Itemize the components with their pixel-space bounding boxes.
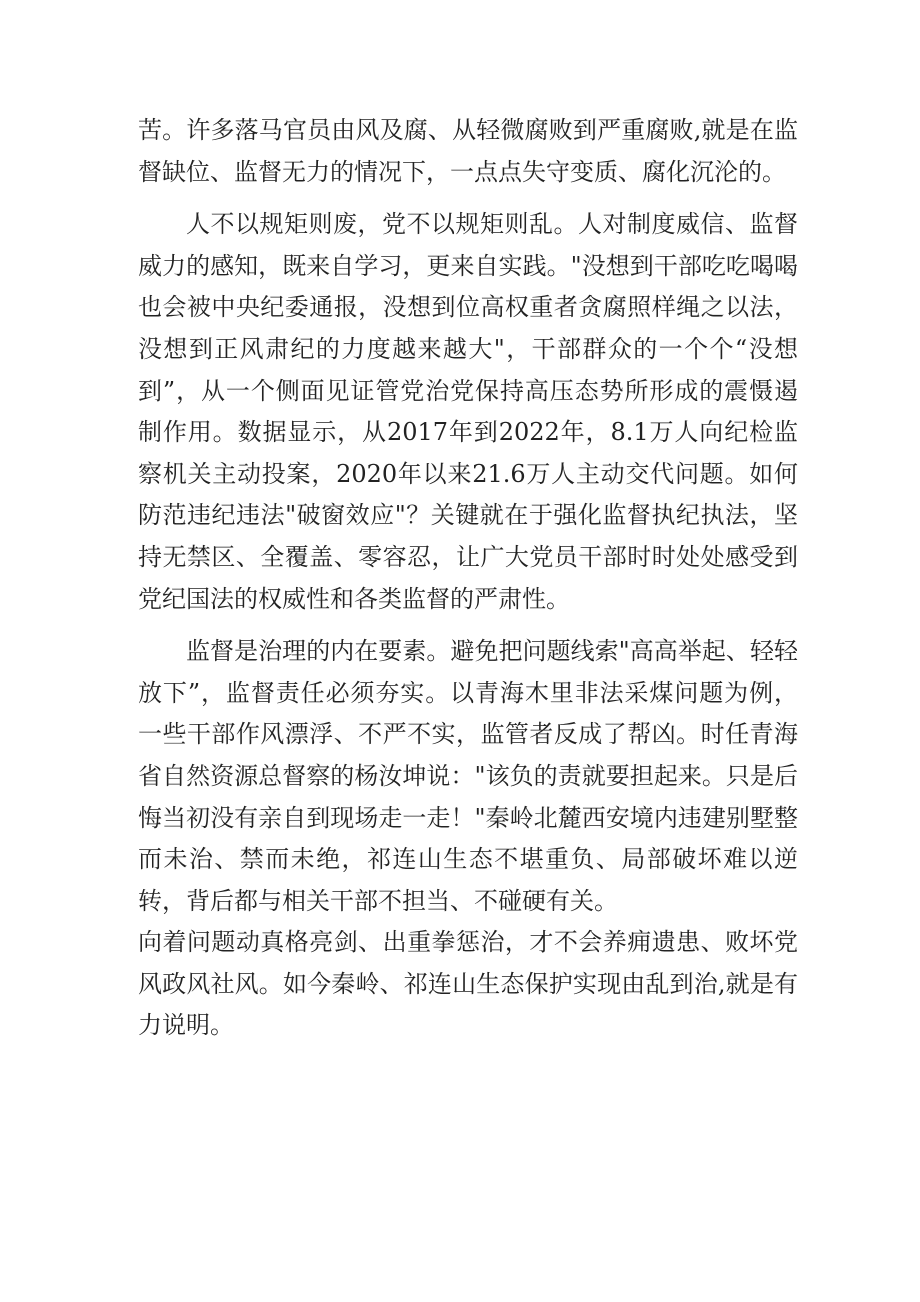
document-body <box>138 110 798 1047</box>
paragraph-4: 向着问题动真格亮剑、出重拳惩治，才不会养痈遗患、败坏党风政风社风。如今秦岭、祁连山生态保护实现由乱到治,就是有力说明。 <box>138 928 798 1040</box>
paragraph-1: 苦。许多落马官员由风及腐、从轻微腐败到严重腐败,就是在监督缺位、监督无力的情况下，一点点失守变质、腐化沉沦的。 <box>138 116 798 186</box>
paragraph-2: 人不以规矩则废，党不以规矩则乱。人对制度威信、监督威力的感知，既来自学习，更来自实践。"没想到干部吃吃喝喝也会被中央纪委通报，没想到位高权重者贪腐照样绳之以法，没想到正风肃纪的力度越来越大"，干部群众的一个个“没想到”，从一个侧面见证管党治党保持高压态势所形成的震慑遏制作用。数据显示，从2017年到2022年，8.1万人向纪检监察机关主动投案，2020年以来21.6万人主动交代问题。如何防范违纪违法"破窗效应"？关键就在于强化监督执纪执法，坚持无禁区、全覆盖、零容忍，让广大党员干部时时处处感受到党纪国法的权威性和各类监督的严肃性。 <box>138 210 798 613</box>
paragraph-3: 监督是治理的内在要素。避免把问题线索"高高举起、轻轻放下”，监督责任必须夯实。以青海木里非法采煤问题为例，一些干部作风漂浮、不严不实，监管者反成了帮凶。时任青海省自然资源总督察的杨汝坤说："该负的责就要担起来。只是后悔当初没有亲自到现场走一走！"秦岭北麓西安境内违建别墅整而未治、禁而未绝，祁连山生态不堪重负、局部破坏难以逆转，背后都与相关干部不担当、不碰硬有关。 <box>138 637 798 915</box>
